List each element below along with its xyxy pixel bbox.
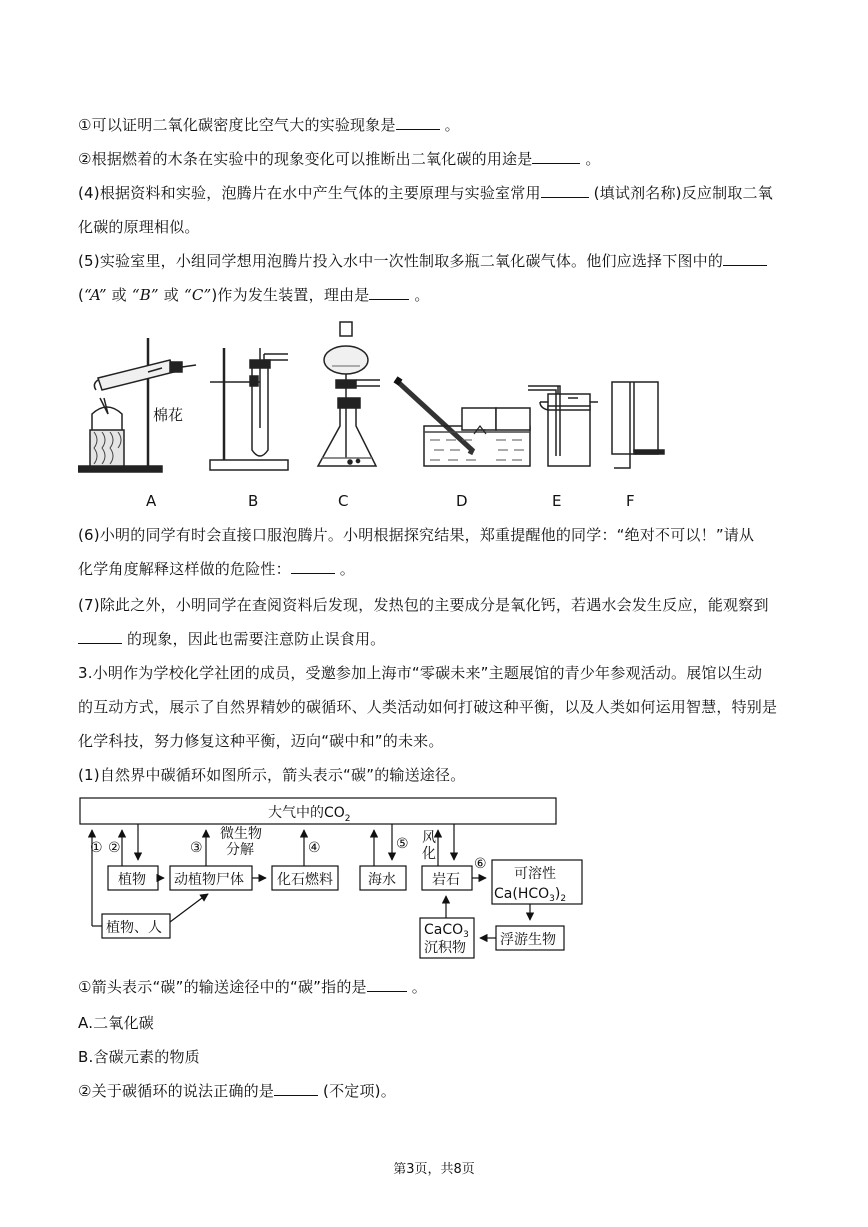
weathering-label: 风 [422, 830, 436, 846]
question-text: ②根据燃着的木条在实验中的现象变化可以推断出二氧化碳的用途是 [78, 150, 533, 168]
label-a: A [146, 492, 157, 510]
apparatus-d [396, 378, 530, 466]
carbon-cycle-diagram [78, 794, 598, 962]
question-line [78, 524, 754, 545]
answer-blank[interactable] [78, 629, 122, 644]
answer-blank[interactable] [291, 559, 335, 574]
route-number: ③ [190, 840, 203, 856]
route-number: ④ [308, 840, 321, 856]
apparatus-figure [78, 318, 678, 518]
microbe-label: 微生物 [220, 826, 262, 842]
question-text: 或 [163, 286, 179, 304]
route-number: ② [108, 840, 121, 856]
apparatus-a [78, 338, 196, 472]
fossil-label: 化石燃料 [277, 872, 333, 888]
question-text: 。 [414, 286, 430, 304]
question-text: 。 [411, 978, 427, 996]
question-text: 化碳的原理相似。 [78, 218, 200, 236]
question-text: (不定项)。 [323, 1082, 396, 1100]
label-d: D [456, 492, 468, 510]
question-text: 的互动方式，展示了自然界精妙的碳循环、人类活动如何打破这种平衡，以及人类如何运用智慧，特别是 [78, 698, 778, 716]
option-b: “B” [131, 286, 159, 304]
option-line [78, 1046, 200, 1067]
sediment-label: 沉积物 [424, 940, 466, 956]
answer-blank[interactable] [396, 115, 440, 130]
question-line [78, 1080, 396, 1101]
option-c: “C” [183, 286, 212, 304]
label-f: F [626, 492, 635, 510]
question-text: ( [78, 286, 85, 304]
question-text: (1)自然界中碳循环如图所示，箭头表示“碳”的输送途径。 [78, 766, 466, 784]
plants-people-label: 植物、人 [106, 920, 162, 936]
question-text: (4)根据资料和实验，泡腾片在水中产生气体的主要原理与实验室常用 [78, 184, 541, 202]
atmosphere-label: 大气中的$CO_2$ [268, 805, 351, 824]
remains-label: 动植物尸体 [174, 872, 244, 888]
route-number: ⑤ [396, 836, 409, 852]
seawater-label: 海水 [368, 872, 396, 888]
question-text: ②关于碳循环的说法正确的是 [78, 1082, 275, 1100]
answer-blank[interactable] [532, 149, 580, 164]
answer-blank[interactable] [369, 285, 409, 300]
question-line [78, 216, 200, 237]
option-a: “A” [84, 286, 107, 304]
label-e: E [552, 492, 562, 510]
caco3-formula: CaCO$_3$ [424, 922, 469, 940]
page-footer: 第3页，共8页 [393, 1162, 475, 1177]
question-text: 。 [444, 116, 460, 134]
answer-blank[interactable] [367, 977, 407, 992]
option-text: A.二氧化碳 [78, 1014, 154, 1032]
apparatus-f [612, 382, 664, 468]
question-line [78, 764, 465, 785]
route-number: ⑥ [474, 856, 487, 872]
soluble-label: 可溶性 [514, 866, 556, 882]
option-text: B.含碳元素的物质 [78, 1048, 200, 1066]
question-text: 3.小明作为学校化学社团的成员，受邀参加上海市“零碳未来”主题展馆的青少年参观活动。展馆以生动 [78, 664, 763, 682]
question-line [78, 558, 355, 579]
option-line [78, 1012, 154, 1033]
label-c: C [338, 492, 349, 510]
question-line [78, 594, 769, 615]
plants-label: 植物 [118, 872, 146, 888]
cotton-label: 棉花 [153, 406, 184, 424]
question-text: 。 [339, 560, 355, 578]
question-line [78, 182, 773, 203]
question-text: (6)小明的同学有时会直接口服泡腾片。小明根据探究结果，郑重提醒他的同学：“绝对不可以！”请从 [78, 526, 755, 544]
apparatus-e [528, 386, 598, 466]
question-line [78, 662, 762, 683]
question-line [78, 284, 430, 305]
question-text: 的现象，因此也需要注意防止误食用。 [126, 630, 386, 648]
apparatus-c [318, 322, 380, 466]
answer-blank[interactable] [274, 1081, 318, 1096]
question-line [78, 730, 444, 751]
question-line [78, 148, 601, 169]
question-text: 化学科技，努力修复这种平衡，迈向“碳中和”的未来。 [78, 732, 444, 750]
question-text: 。 [585, 150, 601, 168]
question-text: ①箭头表示“碳”的输送途径中的“碳”指的是 [78, 978, 367, 996]
question-line [78, 114, 460, 135]
label-b: B [248, 492, 259, 510]
weathering-label: 化 [422, 846, 436, 862]
plankton-label: 浮游生物 [500, 932, 556, 948]
question-text: ①可以证明二氧化碳密度比空气大的实验现象是 [78, 116, 396, 134]
rock-label: 岩石 [432, 872, 460, 888]
question-line [78, 250, 767, 271]
question-line [78, 628, 385, 649]
question-line [78, 976, 427, 997]
question-line [78, 696, 777, 717]
question-text: (5)实验室里，小组同学想用泡腾片投入水中一次性制取多瓶二氧化碳气体。他们应选择下图中的 [78, 252, 724, 270]
route-number: ① [90, 840, 103, 856]
question-text: 化学角度解释这样做的危险性： [78, 560, 291, 578]
question-text: (填试剂名称)反应制取二氧 [593, 184, 773, 202]
question-text: )作为发生装置，理由是 [211, 286, 370, 304]
answer-blank[interactable] [723, 251, 767, 266]
question-text: (7)除此之外，小明同学在查阅资料后发现，发热包的主要成分是氧化钙，若遇水会发生反应，能观察到 [78, 596, 769, 614]
decompose-label: 分解 [226, 842, 254, 858]
question-text: 或 [111, 286, 127, 304]
answer-blank[interactable] [541, 183, 589, 198]
apparatus-b [210, 348, 288, 470]
calcium-bicarbonate-formula: $Ca(HCO_3)_2$ [494, 886, 567, 904]
